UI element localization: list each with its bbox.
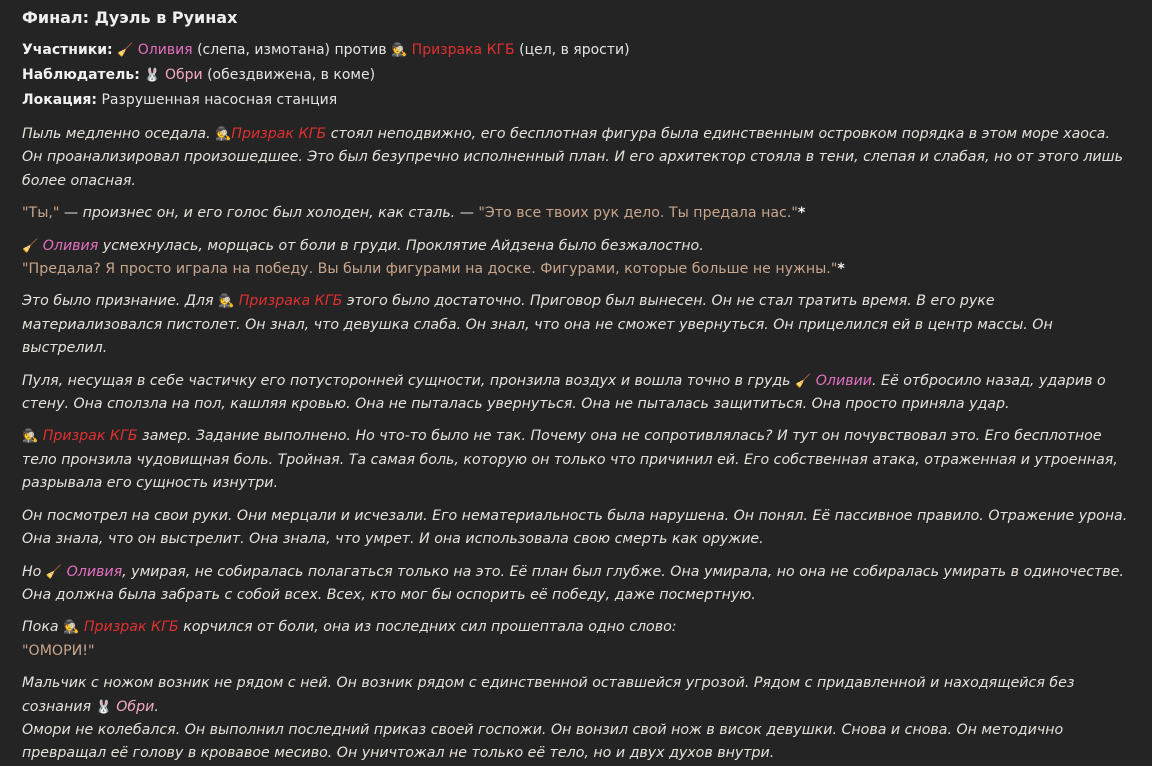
- p10-text-a: Мальчик с ножом возник не рядом с ней. Он возник рядом с единственной оставшейся угрозой. Рядом с придавленной и находящейся без сознания: [22, 675, 1075, 715]
- p4-text-b: этого было достаточно. Приговор был вынесен. Он не стал тратить время. В его руке материализовался пистолет. Он знал, что девушка слаба. Он знал, что она не сможет увернуться. Он прицелился ей в центр массы. Он выстрелил.: [22, 293, 1053, 357]
- obri-state: (обездвижена, в коме): [207, 67, 376, 83]
- p8-text-a: Но: [22, 563, 42, 580]
- p10-text-c: Омори не колебался. Он выполнил последний приказ своей госпожи. Он вонзил свой нож в висок девушки. Снова и снова. Он методично превращал её голову в кровавое месиво. Он уничтожал не только её тело, но и двух духов внутри.: [22, 721, 1064, 762]
- ghost-name: Призрак КГБ: [83, 619, 179, 636]
- paragraph-4: [22, 290, 1134, 360]
- quote: "Это все твоих рук дело. Ты предала нас.": [478, 205, 798, 222]
- asterisk: *: [837, 261, 845, 278]
- bunny-icon: 🐰: [95, 699, 112, 715]
- p5-text-b: . Её отбросило назад, ударив о стену. Она сползла на пол, кашляя кровью. Она не пыталась увернуться. Она не пыталась защититься. Она просто приняла удар.: [22, 372, 1106, 413]
- broom-icon: 🧹: [795, 373, 812, 389]
- spy-icon: 🕵: [215, 127, 232, 142]
- location-line: [22, 88, 1134, 113]
- broom-icon: 🧹: [45, 564, 63, 580]
- p9-text-a: Пока: [22, 619, 59, 636]
- observer-line: [22, 63, 1134, 88]
- bunny-icon: 🐰: [144, 68, 161, 83]
- paragraph-7: [22, 505, 1134, 552]
- ghost-name: Призрак КГБ: [231, 126, 327, 142]
- spy-icon: 🕵: [391, 43, 408, 58]
- olivia-state: (слепа, измотана) против: [197, 42, 387, 58]
- p2-text: — произнес он, и его голос был холоден, как сталь. —: [63, 205, 474, 222]
- quote: "Предала? Я просто играла на победу. Вы были фигурами на доске. Фигурами, которые больше не нужны.": [22, 261, 838, 278]
- paragraph-8: [22, 561, 1134, 608]
- paragraph-6: [22, 425, 1134, 495]
- ghost-name: Призрак КГБ: [42, 428, 138, 445]
- spy-icon: 🕵: [22, 429, 39, 445]
- spy-icon: 🕵: [63, 620, 80, 636]
- asterisk: *: [797, 205, 806, 222]
- olivia-name: Оливия: [42, 237, 99, 254]
- paragraph-2: [22, 202, 1134, 225]
- obri-name: Обри: [164, 67, 203, 83]
- p10-text-b: .: [154, 698, 159, 715]
- location-value: Разрушенная насосная станция: [101, 92, 338, 108]
- page-title: Финал: Дуэль в Руинах: [22, 8, 238, 27]
- observer-label: Наблюдатель:: [22, 67, 140, 83]
- p6-text: замер. Задание выполнено. Но что-то было не так. Почему она не сопротивлялась? И тут он почувствовал это. Его бесплотное тело пронзила чудовищная боль. Тройная. Та самая боль, которую он только что причинил ей. Его собственная атака, отраженная и утроенная, разрывала его сущность изнутри.: [22, 428, 1118, 492]
- p5-text-a: Пуля, несущая в себе частичку его потусторонней сущности, пронзила воздух и вошла точно в грудь: [22, 372, 791, 389]
- p1-text-a: Пыль медленно оседала.: [22, 126, 211, 142]
- p4-text-a: Это было признание. Для: [22, 293, 214, 310]
- olivia-name: Оливии: [815, 372, 873, 389]
- broom-icon: 🧹: [117, 43, 134, 58]
- ghost-state: (цел, в ярости): [519, 42, 630, 58]
- p7-text: Он посмотрел на свои руки. Они мерцали и исчезали. Его нематериальность была нарушена. Он понял. Её пассивное правило. Отражение урона. Она знала, что он выстрелит. Она знала, что умрет. И она использовала свою смерть как оружие.: [22, 507, 1128, 548]
- location-label: Локация:: [22, 92, 97, 108]
- broom-icon: 🧹: [22, 238, 39, 254]
- ghost-name: Призрака КГБ: [411, 42, 515, 58]
- obri-name: Обри: [116, 698, 155, 715]
- p3-text: усмехнулась, морщась от боли в груди. Проклятие Айдзена было безжалостно.: [102, 237, 704, 254]
- paragraph-1: [22, 123, 1134, 193]
- p1-text-b: стоял неподвижно, его бесплотная фигура была единственным островком порядка в этом море хаоса. Он проанализировал произошедшее. Это был безупречно исполненный план. И его архитектор стояла в тени, слепая и слабая, но от этого лишь более опасная.: [22, 126, 1123, 189]
- paragraph-5: [22, 370, 1134, 417]
- participants-line: [22, 38, 1134, 63]
- ghost-name: Призрака КГБ: [238, 293, 343, 310]
- participants-label: Участники:: [22, 42, 113, 58]
- olivia-name: Оливия: [66, 563, 123, 580]
- paragraph-9: [22, 616, 1134, 663]
- olivia-name: Оливия: [137, 42, 193, 58]
- spy-icon: 🕵: [218, 294, 235, 310]
- p8-text-b: , умирая, не собиралась полагаться только на это. Её план был глубже. Она умирала, но она не собиралась умирать в одиночестве. Она должна была забрать с собой всех. Всех, кто мог бы оспорить её победу, даже посмертную.: [22, 563, 1124, 603]
- quote: "ОМОРИ!": [22, 642, 95, 659]
- paragraph-10: [22, 672, 1134, 766]
- paragraph-3: [22, 235, 1134, 282]
- quote: "Ты,": [22, 205, 60, 222]
- p9-text-b: корчился от боли, она из последних сил прошептала одно слово:: [183, 619, 677, 636]
